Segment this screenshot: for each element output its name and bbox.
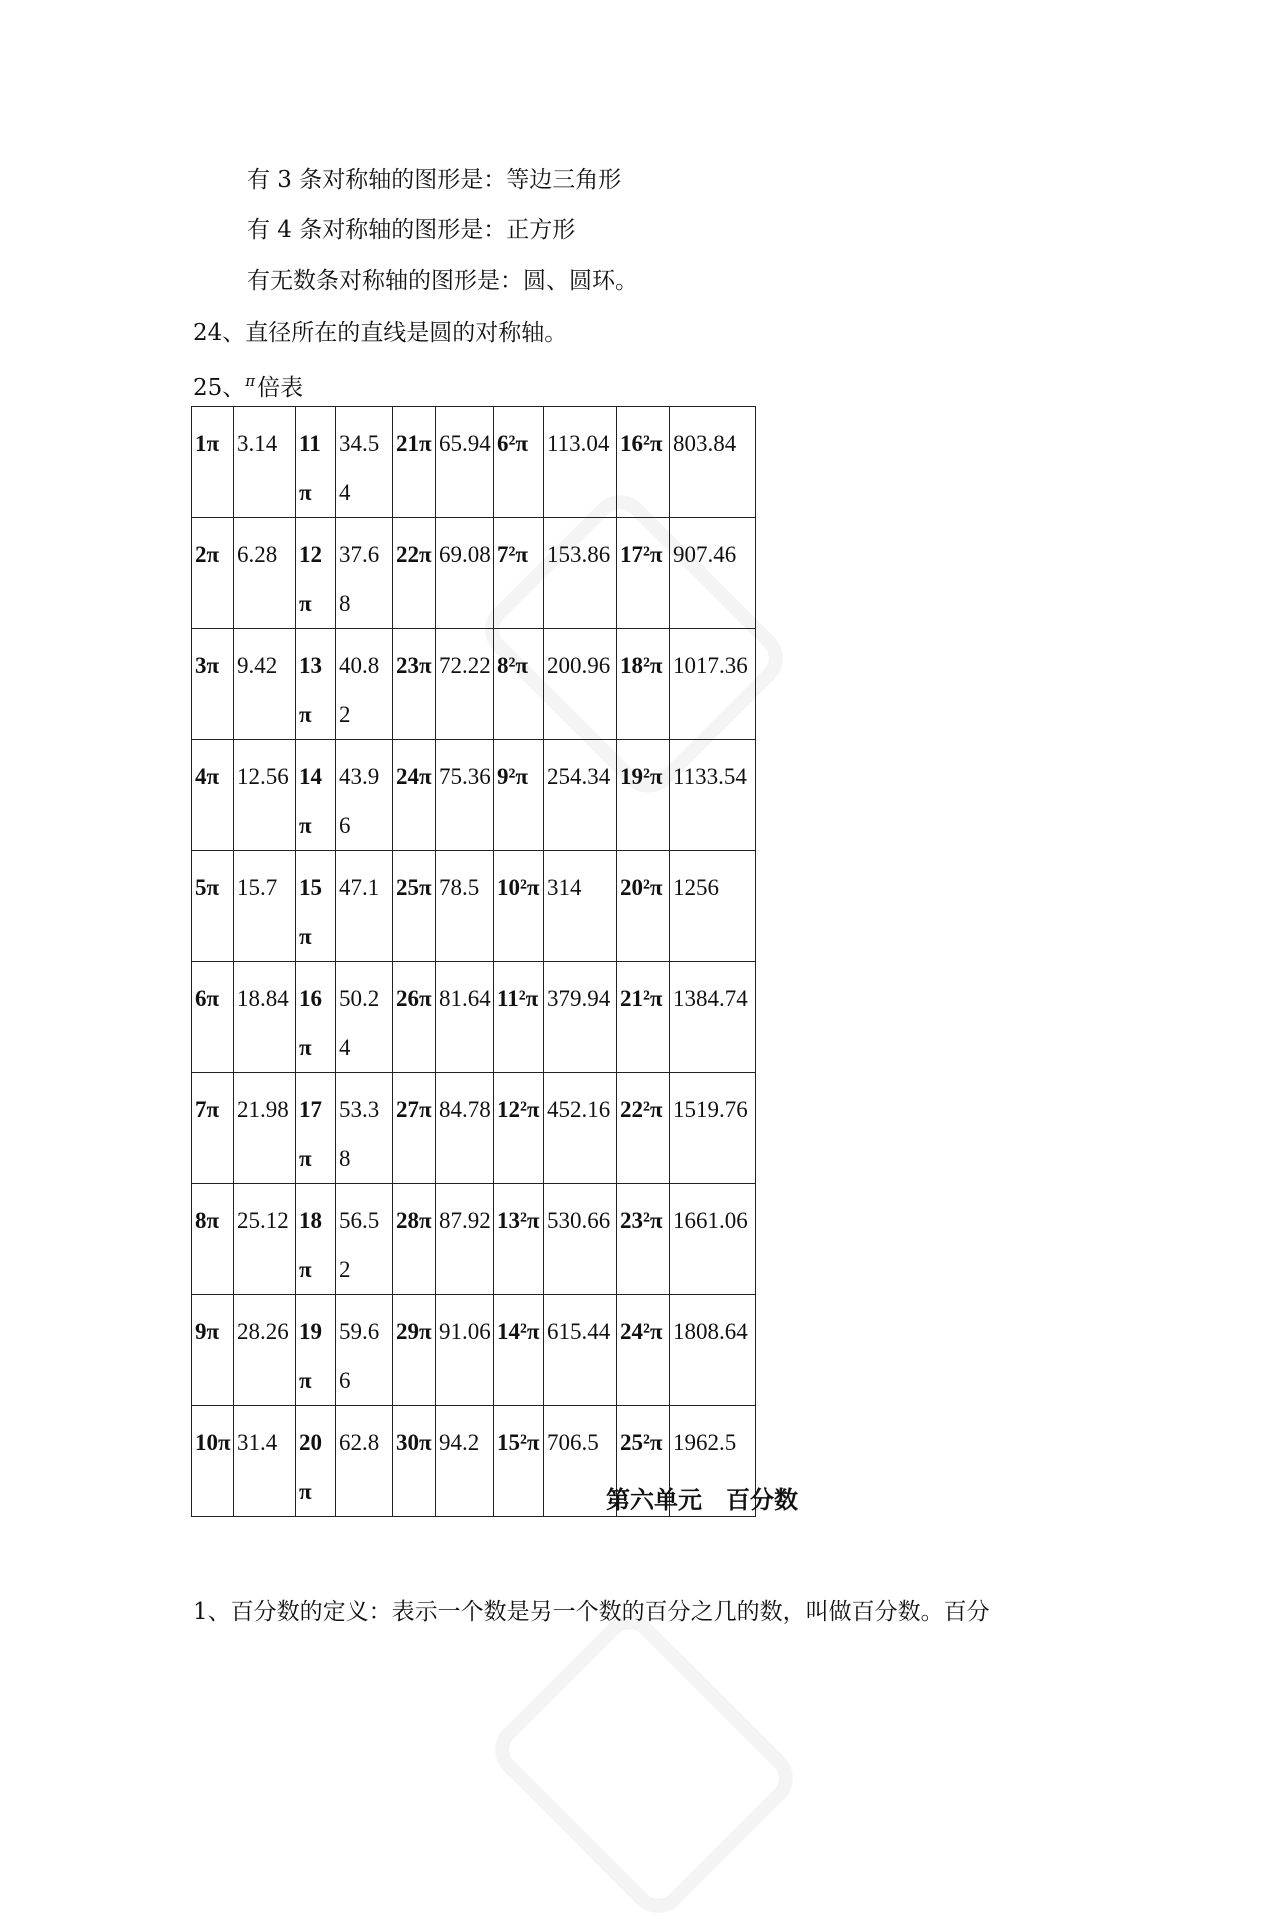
value-cell: [336, 962, 393, 1073]
value-cell: [336, 1295, 393, 1406]
value-cell: [234, 407, 296, 518]
value-cell: [336, 518, 393, 629]
cell-text: 7²π: [497, 542, 528, 567]
cell-text: 1384.74: [673, 986, 748, 1011]
cell-text: 30π: [396, 1430, 432, 1455]
value-cell: [234, 851, 296, 962]
cell-text: 22²π: [620, 1097, 663, 1122]
cell-text: 25.12: [237, 1208, 289, 1233]
value-cell: [336, 1073, 393, 1184]
multiplier-cell: [494, 407, 544, 518]
value-cell: [670, 1295, 756, 1406]
cell-text: 11π: [299, 431, 321, 505]
multiplier-cell: [296, 1184, 336, 1295]
multiplier-cell: [617, 740, 670, 851]
value-cell: [436, 407, 494, 518]
multiplier-cell: [296, 1073, 336, 1184]
cell-text: 17π: [299, 1097, 322, 1171]
cell-text: 7π: [195, 1097, 220, 1122]
multiplier-cell: [494, 1073, 544, 1184]
table-row: [192, 1184, 756, 1295]
watermark: [483, 1603, 805, 1925]
table-row: [192, 962, 756, 1073]
cell-text: 11²π: [497, 986, 539, 1011]
cell-text: 8²π: [497, 653, 528, 678]
cell-text: 72.22: [439, 653, 491, 678]
multiplier-cell: [617, 1184, 670, 1295]
multiplier-cell: [192, 629, 234, 740]
multiplier-cell: [494, 851, 544, 962]
cell-text: 3π: [195, 653, 220, 678]
cell-text: 1133.54: [673, 764, 747, 789]
cell-text: 94.2: [439, 1430, 480, 1455]
cell-text: 69.08: [439, 542, 491, 567]
paragraph-text: 1、百分数的定义：表示一个数是另一个数的百分之几的数，叫做百分数。百分: [193, 1599, 990, 1625]
multiplier-cell: [296, 629, 336, 740]
cell-text: 65.94: [439, 431, 491, 456]
cell-text: 40.82: [339, 653, 380, 727]
value-cell: [670, 1073, 756, 1184]
multiplier-cell: [393, 629, 436, 740]
cell-text: 91.06: [439, 1319, 491, 1344]
value-cell: [234, 518, 296, 629]
cell-text: 19π: [299, 1319, 322, 1393]
cell-text: 21²π: [620, 986, 663, 1011]
table-row: [192, 407, 756, 518]
cell-text: 28π: [396, 1208, 432, 1233]
multiplier-cell: [296, 740, 336, 851]
cell-text: 78.5: [439, 875, 480, 900]
value-cell: [670, 1184, 756, 1295]
cell-text: 615.44: [547, 1319, 611, 1344]
pi-multiples-table: [191, 406, 756, 1517]
value-cell: [234, 962, 296, 1073]
table-row: [192, 518, 756, 629]
text-line-2: 有 4 条对称轴的图形是：正方形: [247, 217, 576, 243]
cell-text: 14π: [299, 764, 322, 838]
cell-text: 75.36: [439, 764, 491, 789]
multiplier-cell: [617, 851, 670, 962]
value-cell: [436, 962, 494, 1073]
text-line-4: 24、直径所在的直线是圆的对称轴。: [193, 320, 568, 346]
cell-text: 20π: [299, 1430, 322, 1504]
multiplier-cell: [192, 962, 234, 1073]
cell-text: 379.94: [547, 986, 611, 1011]
cell-text: 26π: [396, 986, 432, 1011]
value-cell: [336, 851, 393, 962]
multiplier-cell: [192, 740, 234, 851]
cell-text: 81.64: [439, 986, 491, 1011]
caption-suffix: 倍表: [257, 375, 304, 401]
multiplier-cell: [494, 740, 544, 851]
multiplier-cell: [296, 518, 336, 629]
cell-text: 4π: [195, 764, 220, 789]
cell-text: 153.86: [547, 542, 611, 567]
multiplier-cell: [393, 1073, 436, 1184]
value-cell: [670, 851, 756, 962]
multiplier-cell: [393, 962, 436, 1073]
cell-text: 452.16: [547, 1097, 611, 1122]
cell-text: 1808.64: [673, 1319, 748, 1344]
value-cell: [336, 407, 393, 518]
cell-text: 13π: [299, 653, 322, 727]
cell-text: 10²π: [497, 875, 540, 900]
cell-text: 19²π: [620, 764, 663, 789]
cell-text: 3.14: [237, 431, 278, 456]
cell-text: 18²π: [620, 653, 663, 678]
multiplier-cell: [393, 1184, 436, 1295]
cell-text: 113.04: [547, 431, 610, 456]
table-row: [192, 629, 756, 740]
value-cell: [436, 1295, 494, 1406]
pi-symbol: π: [245, 372, 256, 390]
cell-text: 1π: [195, 431, 220, 456]
value-cell: [670, 518, 756, 629]
cell-text: 62.8: [339, 1430, 380, 1455]
value-cell: [234, 1073, 296, 1184]
cell-text: 803.84: [673, 431, 737, 456]
cell-text: 56.52: [339, 1208, 380, 1282]
cell-text: 1519.76: [673, 1097, 748, 1122]
cell-text: 50.24: [339, 986, 380, 1060]
multiplier-cell: [393, 407, 436, 518]
multiplier-cell: [393, 1295, 436, 1406]
caption-prefix: 25、: [193, 375, 246, 401]
text-line-1: 有 3 条对称轴的图形是：等边三角形: [247, 167, 622, 193]
value-cell: [234, 740, 296, 851]
value-cell: [544, 629, 617, 740]
table-row: [192, 1295, 756, 1406]
multiplier-cell: [617, 629, 670, 740]
cell-text: 21.98: [237, 1097, 289, 1122]
pi-table-container: [191, 406, 756, 1517]
cell-text: 84.78: [439, 1097, 491, 1122]
value-cell: [436, 851, 494, 962]
value-cell: [336, 1184, 393, 1295]
value-cell: [436, 1184, 494, 1295]
value-cell: [544, 518, 617, 629]
cell-text: 12π: [299, 542, 322, 616]
cell-text: 31.4: [237, 1430, 278, 1455]
cell-text: 29π: [396, 1319, 432, 1344]
cell-text: 6π: [195, 986, 220, 1011]
cell-text: 47.1: [339, 875, 380, 900]
cell-text: 18.84: [237, 986, 289, 1011]
cell-text: 21π: [396, 431, 432, 456]
cell-text: 23π: [396, 653, 432, 678]
value-cell: [436, 629, 494, 740]
value-cell: [234, 629, 296, 740]
value-cell: [234, 1184, 296, 1295]
table-row: [192, 1073, 756, 1184]
cell-text: 907.46: [673, 542, 737, 567]
multiplier-cell: [494, 1184, 544, 1295]
cell-text: 16π: [299, 986, 322, 1060]
cell-text: 24π: [396, 764, 432, 789]
cell-text: 10π: [195, 1430, 231, 1455]
table-row: [192, 851, 756, 962]
cell-text: 37.68: [339, 542, 380, 616]
cell-text: 28.26: [237, 1319, 289, 1344]
multiplier-cell: [192, 1073, 234, 1184]
multiplier-cell: [494, 1295, 544, 1406]
cell-text: 706.5: [547, 1430, 599, 1455]
cell-text: 43.96: [339, 764, 380, 838]
cell-text: 13²π: [497, 1208, 540, 1233]
table-row: [192, 740, 756, 851]
cell-text: 1017.36: [673, 653, 748, 678]
multiplier-cell: [617, 1073, 670, 1184]
cell-text: 59.66: [339, 1319, 380, 1393]
cell-text: 16²π: [620, 431, 663, 456]
cell-text: 1962.5: [673, 1430, 737, 1455]
value-cell: [544, 962, 617, 1073]
cell-text: 9.42: [237, 653, 278, 678]
cell-text: 15π: [299, 875, 322, 949]
cell-text: 254.34: [547, 764, 611, 789]
multiplier-cell: [617, 407, 670, 518]
cell-text: 9π: [195, 1319, 220, 1344]
value-cell: [670, 962, 756, 1073]
value-cell: [670, 629, 756, 740]
multiplier-cell: [192, 1184, 234, 1295]
cell-text: 53.38: [339, 1097, 380, 1171]
multiplier-cell: [494, 962, 544, 1073]
text-line-3: 有无数条对称轴的图形是：圆、圆环。: [247, 268, 638, 294]
value-cell: [544, 1295, 617, 1406]
cell-text: 1661.06: [673, 1208, 748, 1233]
multiplier-cell: [192, 1295, 234, 1406]
cell-text: 18π: [299, 1208, 322, 1282]
cell-text: 200.96: [547, 653, 611, 678]
cell-text: 12.56: [237, 764, 289, 789]
value-cell: [544, 407, 617, 518]
value-cell: [234, 1295, 296, 1406]
multiplier-cell: [393, 518, 436, 629]
cell-text: 8π: [195, 1208, 220, 1233]
cell-text: 1256: [673, 875, 719, 900]
value-cell: [436, 518, 494, 629]
multiplier-cell: [393, 740, 436, 851]
multiplier-cell: [617, 518, 670, 629]
value-cell: [336, 740, 393, 851]
multiplier-cell: [617, 1295, 670, 1406]
value-cell: [336, 629, 393, 740]
cell-text: 23²π: [620, 1208, 663, 1233]
value-cell: [670, 740, 756, 851]
multiplier-cell: [494, 629, 544, 740]
value-cell: [544, 740, 617, 851]
multiplier-cell: [296, 962, 336, 1073]
cell-text: 6²π: [497, 431, 528, 456]
cell-text: 15²π: [497, 1430, 540, 1455]
cell-text: 9²π: [497, 764, 528, 789]
multiplier-cell: [393, 851, 436, 962]
section-heading: 第六单元 百分数: [606, 1486, 798, 1514]
cell-text: 15.7: [237, 875, 278, 900]
cell-text: 14²π: [497, 1319, 540, 1344]
cell-text: 6.28: [237, 542, 278, 567]
multiplier-cell: [192, 851, 234, 962]
cell-text: 22π: [396, 542, 432, 567]
cell-text: 17²π: [620, 542, 663, 567]
cell-text: 87.92: [439, 1208, 491, 1233]
multiplier-cell: [617, 962, 670, 1073]
multiplier-cell: [296, 851, 336, 962]
cell-text: 5π: [195, 875, 220, 900]
cell-text: 530.66: [547, 1208, 611, 1233]
cell-text: 27π: [396, 1097, 432, 1122]
value-cell: [670, 407, 756, 518]
value-cell: [544, 1184, 617, 1295]
cell-text: 25π: [396, 875, 432, 900]
cell-text: 314: [547, 875, 582, 900]
multiplier-cell: [296, 1295, 336, 1406]
cell-text: 20²π: [620, 875, 663, 900]
cell-text: 24²π: [620, 1319, 663, 1344]
value-cell: [436, 1073, 494, 1184]
multiplier-cell: [494, 518, 544, 629]
table-caption: [193, 366, 303, 403]
value-cell: [544, 851, 617, 962]
multiplier-cell: [192, 518, 234, 629]
multiplier-cell: [296, 407, 336, 518]
cell-text: 34.54: [339, 431, 380, 505]
value-cell: [436, 740, 494, 851]
cell-text: 12²π: [497, 1097, 540, 1122]
multiplier-cell: [192, 407, 234, 518]
cell-text: 2π: [195, 542, 220, 567]
value-cell: [544, 1073, 617, 1184]
cell-text: 25²π: [620, 1430, 663, 1455]
